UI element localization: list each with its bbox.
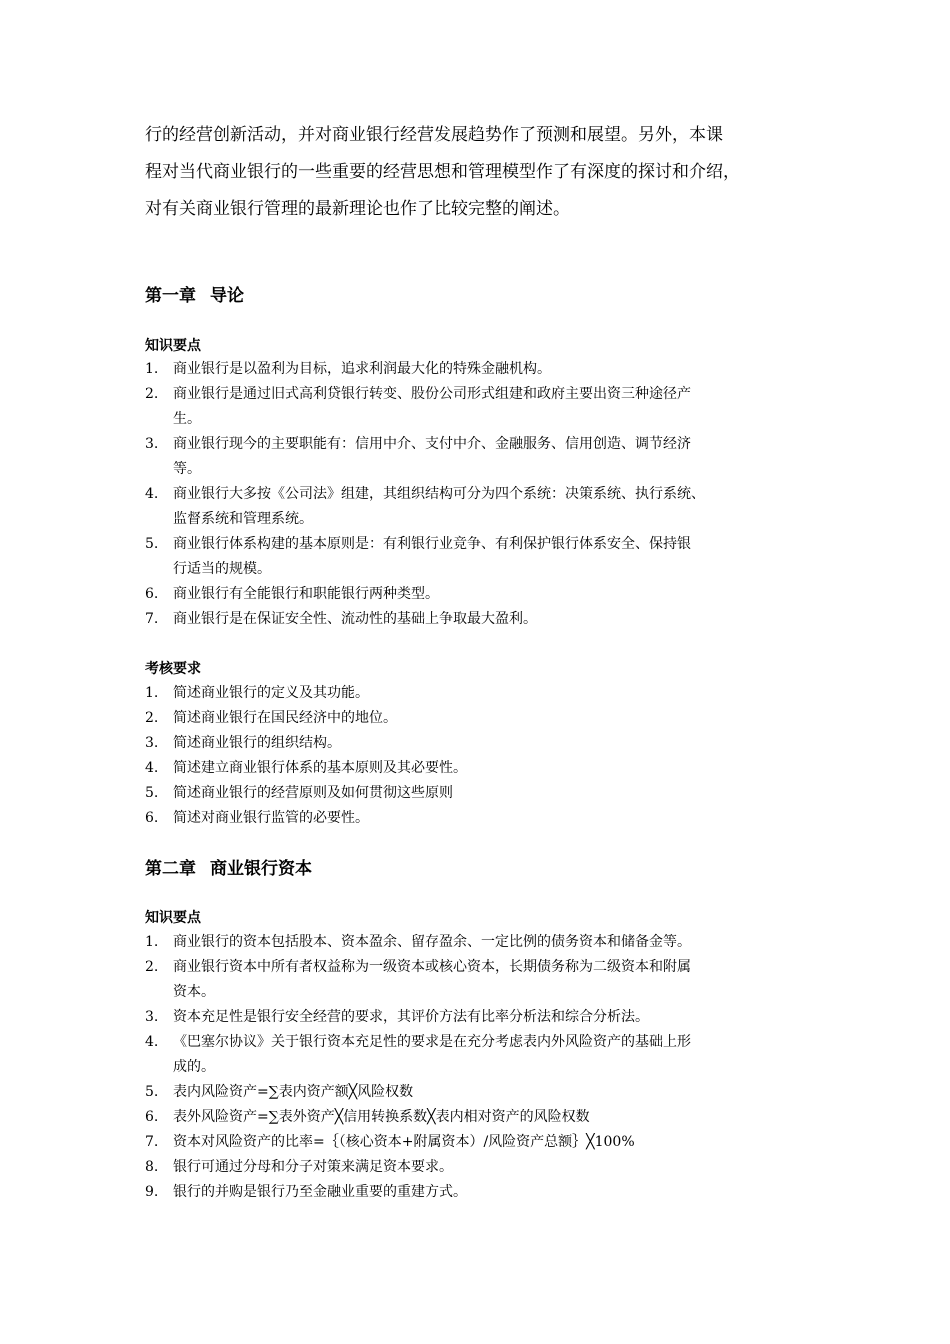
knowledge-heading: 知识要点	[145, 338, 201, 354]
list-item: 2. 商业银行是通过旧式高利贷银行转变、股份公司形式组建和政府主要出资三种途径产 生。	[145, 386, 691, 427]
list-item: 1. 商业银行的资本包括股本、资本盈余、留存盈余、一定比例的债务资本和储备金等。	[145, 934, 691, 950]
chapter-1-knowledge-list	[145, 357, 825, 632]
list-item: 9. 银行的并购是银行乃至金融业重要的重建方式。	[145, 1184, 467, 1200]
chapter-number: 第一章	[145, 286, 196, 306]
list-item: 7. 商业银行是在保证安全性、流动性的基础上争取最大盈利。	[145, 611, 537, 627]
list-item: 8. 银行可通过分母和分子对策来满足资本要求。	[145, 1159, 453, 1175]
chapter-1-exam-list	[145, 681, 825, 831]
chapter-1-heading	[145, 284, 244, 308]
list-item: 4. 商业银行大多按《公司法》组建，其组织结构可分为四个系统：决策系统、执行系统、 监督系统和管理系统。	[145, 486, 705, 527]
list-item: 2. 商业银行资本中所有者权益称为一级资本或核心资本，长期债务称为二级资本和附属 资本。	[145, 959, 691, 1000]
list-item: 5. 商业银行体系构建的基本原则是：有利银行业竞争、有利保护银行体系安全、保持银 行适当的规模。	[145, 536, 691, 577]
intro-line: 对有关商业银行管理的最新理论也作了比较完整的阐述。	[145, 199, 570, 219]
list-item: 6. 商业银行有全能银行和职能银行两种类型。	[145, 586, 439, 602]
list-item: 3. 简述商业银行的组织结构。	[145, 735, 341, 751]
list-item: 4. 《巴塞尔协议》关于银行资本充足性的要求是在充分考虑表内外风险资产的基础上形 成的。	[145, 1034, 691, 1075]
list-item: 5. 表内风险资产=∑表内资产额╳风险权数	[145, 1084, 414, 1100]
list-item: 1. 商业银行是以盈利为目标，追求利润最大化的特殊金融机构。	[145, 361, 551, 377]
list-item: 6. 表外风险资产=∑表外资产╳信用转换系数╳表内相对资产的风险权数	[145, 1109, 590, 1125]
exam-heading: 考核要求	[145, 661, 201, 677]
chapter-title: 导论	[210, 286, 244, 306]
list-item: 2. 简述商业银行在国民经济中的地位。	[145, 710, 397, 726]
intro-line: 行的经营创新活动，并对商业银行经营发展趋势作了预测和展望。另外，本课	[145, 125, 723, 145]
chapter-number: 第二章	[145, 859, 196, 879]
intro-paragraph	[145, 117, 825, 228]
list-item: 6. 简述对商业银行监管的必要性。	[145, 810, 369, 826]
list-item: 3. 商业银行现今的主要职能有：信用中介、支付中介、金融服务、信用创造、调节经济 等。	[145, 436, 691, 477]
list-item: 7. 资本对风险资产的比率=｛（核心资本+附属资本）/风险资产总额｝╳100%	[145, 1134, 635, 1150]
list-item: 3. 资本充足性是银行安全经营的要求，其评价方法有比率分析法和综合分析法。	[145, 1009, 649, 1025]
chapter-2-knowledge-list	[145, 930, 825, 1205]
intro-line: 程对当代商业银行的一些重要的经营思想和管理模型作了有深度的探讨和介绍，	[145, 162, 740, 182]
chapter-2-heading	[145, 857, 312, 881]
list-item: 1. 简述商业银行的定义及其功能。	[145, 685, 369, 701]
knowledge-heading: 知识要点	[145, 910, 201, 926]
chapter-title: 商业银行资本	[210, 859, 312, 879]
list-item: 4. 简述建立商业银行体系的基本原则及其必要性。	[145, 760, 467, 776]
list-item: 5. 简述商业银行的经营原则及如何贯彻这些原则	[145, 785, 453, 801]
